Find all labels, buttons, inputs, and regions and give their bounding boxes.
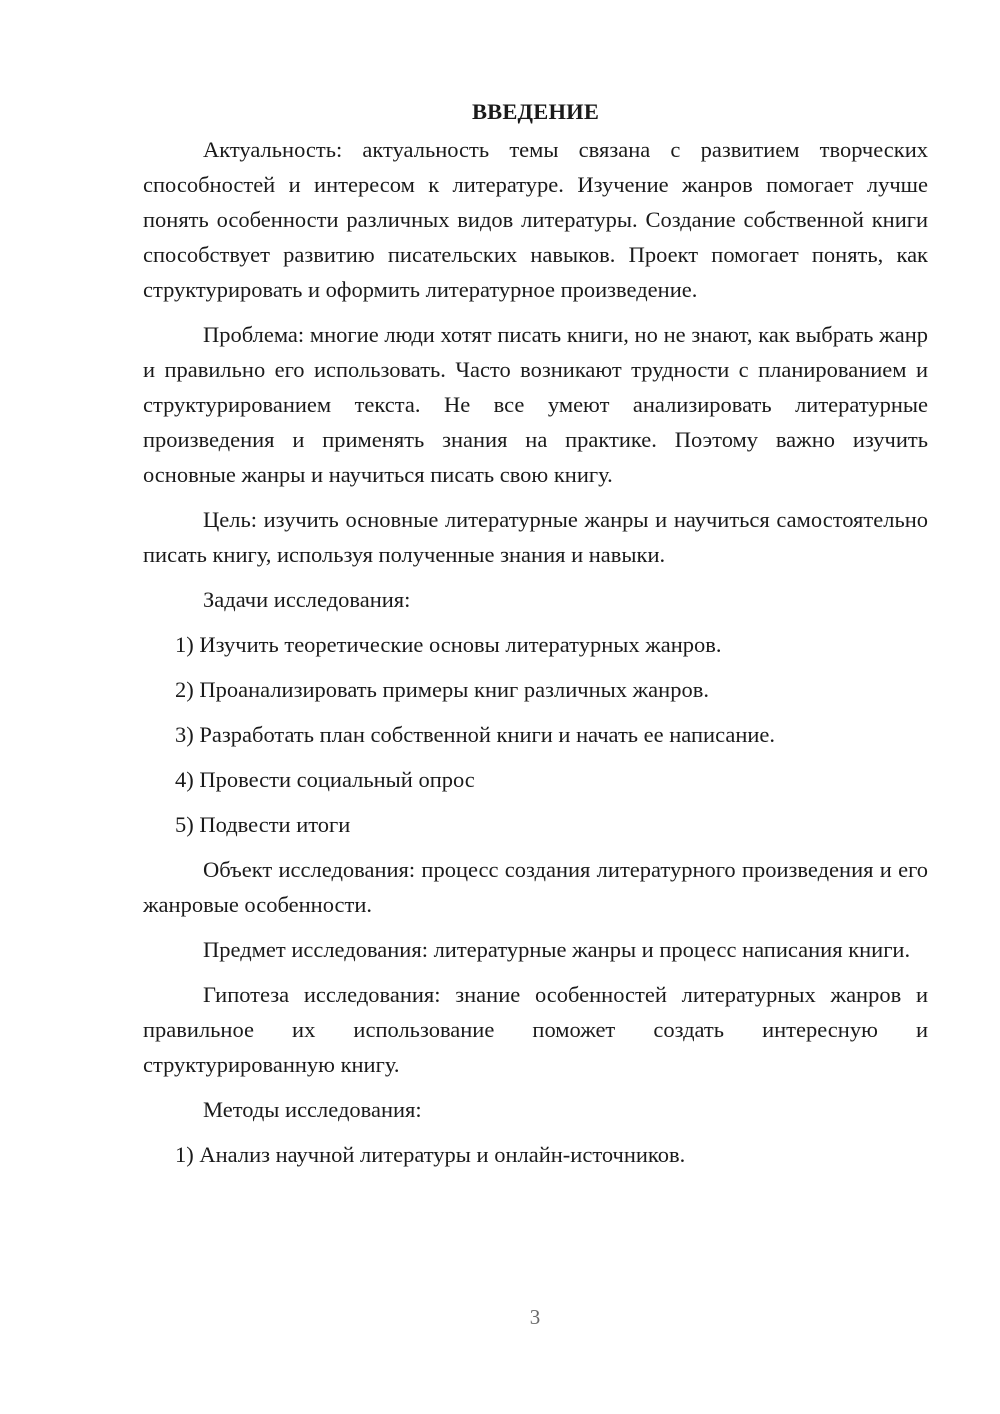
subject-paragraph: Предмет исследования: литературные жанры и процесс написания книги. [203,937,911,962]
hypothesis-paragraph: Гипотеза исследования: знание особенностей литературных жанров и правильное их использование поможет создать интересную и структурированную книгу. [143,982,928,1077]
method-item-1: 1) Анализ научной литературы и онлайн-источников. [175,1142,686,1167]
problem-paragraph: Проблема: многие люди хотят писать книги, но не знают, как выбрать жанр и правильно его использовать. Часто возникают трудности с планированием и структурированием текста. Не все умеют анализировать литературные произведения и применять знания на практике. Поэтому важно изучить основные жанры и научиться писать свою книгу. [143,322,928,487]
tasks-title: Задачи исследования: [203,587,411,612]
task-item-5: 5) Подвести итоги [175,812,351,837]
task-item-2: 2) Проанализировать примеры книг различных жанров. [175,677,709,702]
object-paragraph: Объект исследования: процесс создания литературного произведения и его жанровые особенности. [143,857,928,917]
section-heading: ВВЕДЕНИЕ [471,99,600,124]
page-content [143,94,928,1182]
task-item-4: 4) Провести социальный опрос [175,767,475,792]
task-item-1: 1) Изучить теоретические основы литературных жанров. [175,632,722,657]
page-number: 3 [529,1305,541,1329]
relevance-paragraph: Актуальность: актуальность темы связана с развитием творческих способностей и интересом к литературе. Изучение жанров помогает лучше понять особенности различных видов литературы. Создание собственной книги способствует развитию писательских навыков. Проект помогает понять, как структурировать и оформить литературное произведение. [143,137,928,302]
methods-title: Методы исследования: [203,1097,422,1122]
goal-paragraph: Цель: изучить основные литературные жанры и научиться самостоятельно писать книгу, используя полученные знания и навыки. [143,507,928,567]
task-item-3: 3) Разработать план собственной книги и начать ее написание. [175,722,776,747]
